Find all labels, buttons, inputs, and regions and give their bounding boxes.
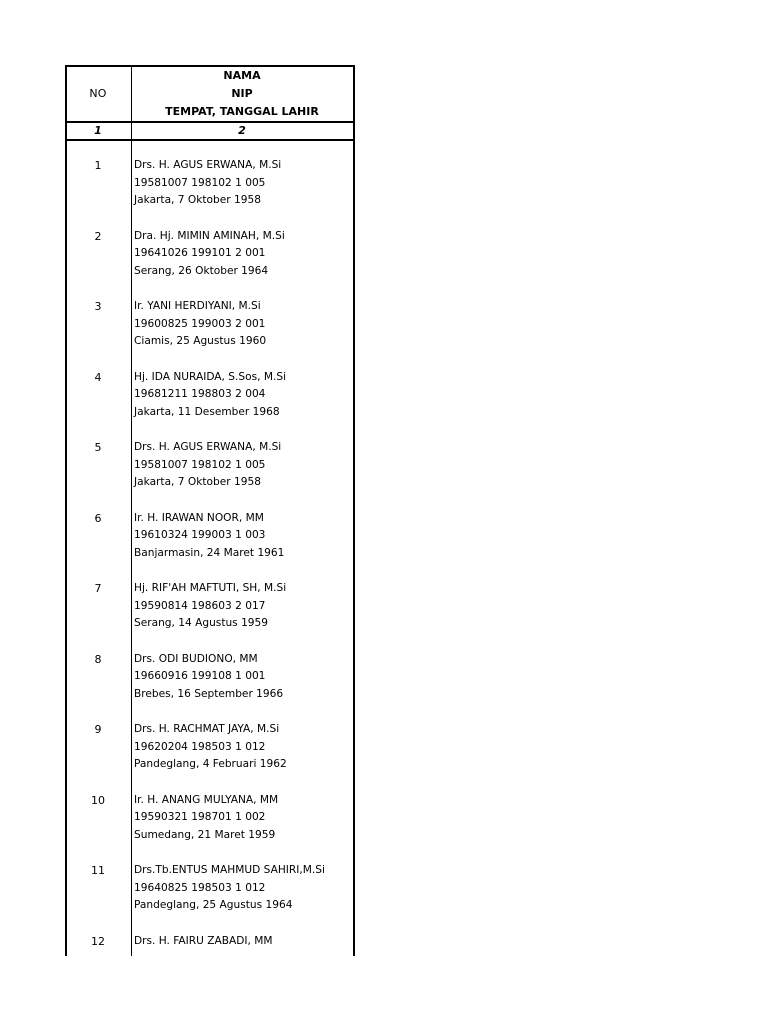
row-number: 7 xyxy=(94,582,102,595)
employee-name: Drs. H. AGUS ERWANA, M.Si xyxy=(134,441,282,453)
row-identity xyxy=(134,228,352,281)
row-identity xyxy=(134,580,352,633)
index-row-bottom-border xyxy=(65,139,355,141)
row-number: 6 xyxy=(94,511,102,525)
employee-table xyxy=(65,65,355,956)
header-ttl: TEMPAT, TANGGAL LAHIR xyxy=(165,105,319,118)
employee-nip: 19640825 198503 1 012 xyxy=(134,881,266,894)
row-identity xyxy=(134,439,352,492)
employee-birth: Sumedang, 21 Maret 1959 xyxy=(134,828,276,841)
employee-birth: Jakarta, 7 Oktober 1958 xyxy=(134,476,261,489)
employee-birth: Jakarta, 7 Oktober 1958 xyxy=(134,194,261,207)
employee-nip: 19660916 199108 1 001 xyxy=(134,670,266,683)
table-row xyxy=(65,651,355,722)
employee-birth: Serang, 14 Agustus 1959 xyxy=(134,617,269,630)
row-identity xyxy=(134,721,352,774)
employee-nip: 19620204 198503 1 012 xyxy=(134,740,266,753)
row-number: 4 xyxy=(94,370,102,384)
row-identity xyxy=(134,933,352,957)
table-row xyxy=(65,933,355,957)
employee-nip: 19581007 198102 1 005 xyxy=(134,176,266,189)
employee-nip: 19610324 199003 1 003 xyxy=(134,529,266,542)
employee-name: Hj. RIF'AH MAFTUTI, SH, M.Si xyxy=(134,582,287,594)
table-row xyxy=(65,721,355,792)
employee-birth: Brebes, 16 September 1966 xyxy=(134,687,284,700)
row-number: 12 xyxy=(91,934,105,948)
row-identity xyxy=(134,651,352,704)
employee-name: Drs. ODI BUDIONO, MM xyxy=(134,652,258,665)
employee-birth: Banjarmasin, 24 Maret 1961 xyxy=(134,546,285,559)
employee-nip: 19681211 198803 2 004 xyxy=(134,388,266,401)
employee-name: Drs.Tb.ENTUS MAHMUD SAHIRI,M.Si xyxy=(134,864,325,876)
employee-name: Ir. H. IRAWAN NOOR, MM xyxy=(134,511,264,524)
employee-nip: 19590321 198701 1 002 xyxy=(134,811,266,824)
employee-name: Hj. IDA NURAIDA, S.Sos, M.Si xyxy=(134,370,287,383)
row-identity xyxy=(134,369,352,422)
table-row xyxy=(65,580,355,651)
employee-nip: 19641026 199101 2 001 xyxy=(134,247,266,260)
employee-name: Ir. YANI HERDIYANI, M.Si xyxy=(134,300,261,312)
employee-name: Drs. H. RACHMAT JAYA, M.Si xyxy=(134,723,280,735)
row-number: 1 xyxy=(94,159,102,172)
table-row xyxy=(65,862,355,933)
header-nip: NIP xyxy=(231,87,253,100)
row-number: 10 xyxy=(91,793,105,807)
employee-birth: Pandeglang, 25 Agustus 1964 xyxy=(134,899,293,912)
row-identity xyxy=(134,157,352,210)
employee-birth: Ciamis, 25 Agustus 1960 xyxy=(134,335,267,348)
employee-nip: 19581007 198102 1 005 xyxy=(134,458,266,471)
column-index-1: 1 xyxy=(94,124,102,137)
row-number: 2 xyxy=(94,229,102,243)
employee-nip: 19590814 198603 2 017 xyxy=(134,599,266,612)
employee-name: Ir. H. ANANG MULYANA, MM xyxy=(134,793,279,806)
table-row xyxy=(65,157,355,228)
table-row xyxy=(65,510,355,581)
table-row xyxy=(65,298,355,369)
table-row xyxy=(65,228,355,299)
row-identity xyxy=(134,862,352,915)
row-identity xyxy=(134,792,352,845)
employee-birth: Jakarta, 11 Desember 1968 xyxy=(134,405,280,418)
row-number: 9 xyxy=(94,723,102,736)
header-identity xyxy=(131,67,353,121)
row-identity xyxy=(134,298,352,351)
row-number: 5 xyxy=(94,441,102,454)
table-body xyxy=(65,157,355,956)
row-number: 8 xyxy=(94,652,102,666)
table-row xyxy=(65,439,355,510)
employee-name: Drs. H. AGUS ERWANA, M.Si xyxy=(134,159,282,171)
row-number: 3 xyxy=(94,300,102,313)
employee-nip: 19600825 199003 2 001 xyxy=(134,317,266,330)
header-no: NO xyxy=(89,87,107,100)
table-row xyxy=(65,369,355,440)
column-index-2: 2 xyxy=(238,124,246,137)
row-identity xyxy=(134,510,352,563)
employee-nip xyxy=(134,950,352,956)
employee-birth: Pandeglang, 4 Februari 1962 xyxy=(134,758,287,771)
employee-name: Dra. Hj. MIMIN AMINAH, M.Si xyxy=(134,229,285,242)
employee-birth: Serang, 26 Oktober 1964 xyxy=(134,264,269,277)
table-row xyxy=(65,792,355,863)
row-number: 11 xyxy=(91,864,105,877)
employee-name: Drs. H. FAIRU ZABADI, MM xyxy=(134,934,273,947)
header-nama: NAMA xyxy=(223,69,261,82)
